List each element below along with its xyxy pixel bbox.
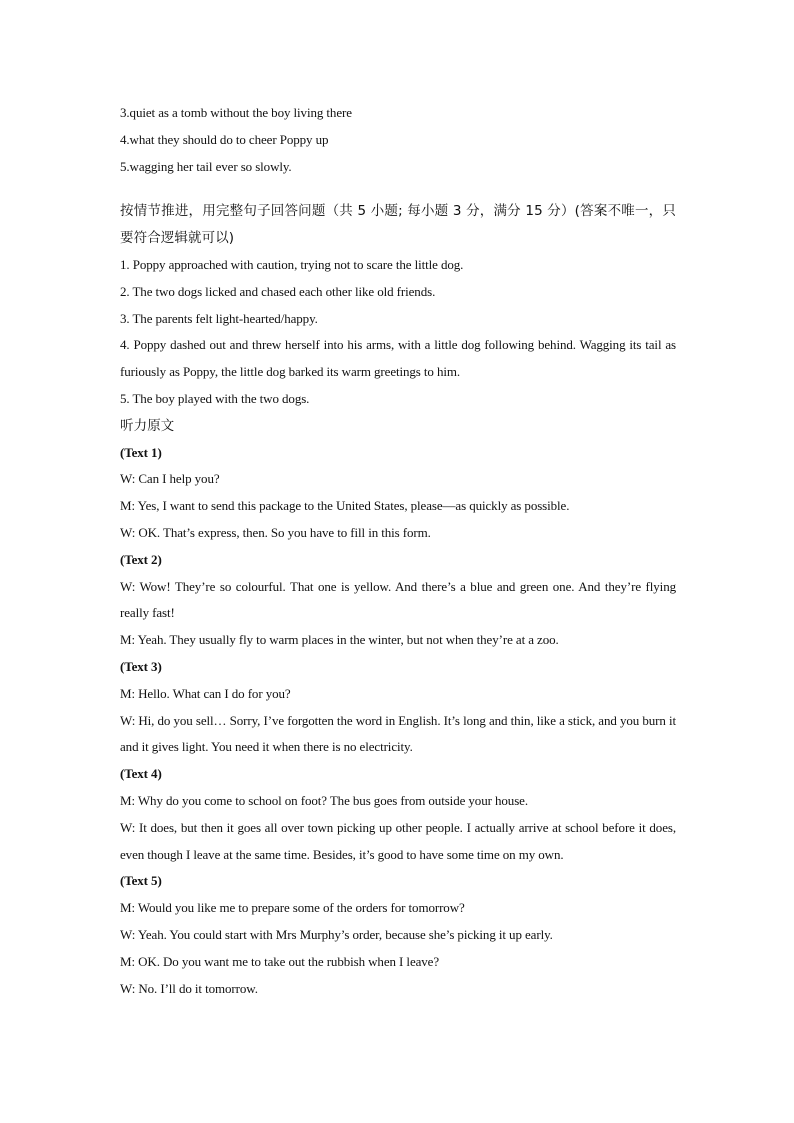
- dialogue-line: M: OK. Do you want me to take out the rubbish when I leave?: [120, 953, 440, 969]
- part1-item-3: 3.quiet as a tomb without the boy living there: [120, 105, 352, 120]
- part2-answer-5: 5. The boy played with the two dogs.: [120, 390, 310, 406]
- text-2-block: [120, 547, 676, 654]
- dialogue-line: W: Hi, do you sell… Sorry, I’ve forgotten the word in English. It’s long and thin, like a stick, and you burn it and it gives light. You need it when there is no electricity.: [120, 712, 676, 755]
- section-gap: [120, 180, 676, 198]
- part1-answer-list: [120, 100, 676, 180]
- text-5-label: (Text 5): [120, 873, 162, 889]
- dialogue-line: W: Wow! They’re so colourful. That one is yellow. And there’s a blue and green one. And they’re flying really fast!: [120, 578, 676, 621]
- part2-answer-4: 4. Poppy dashed out and threw herself into his arms, with a little dog following behind. Wagging its tail as furiously as Poppy, the little dog barked its warm greetings to him.: [120, 337, 676, 380]
- dialogue-line: M: Why do you come to school on foot? The bus goes from outside your house.: [120, 792, 528, 808]
- part2-answer-3: 3. The parents felt light-hearted/happy.: [120, 310, 318, 326]
- dialogue-line: M: Yeah. They usually fly to warm places in the winter, but not when they’re at a zoo.: [120, 632, 559, 648]
- part2-answer-2: 2. The two dogs licked and chased each other like old friends.: [120, 283, 436, 299]
- part2-answer-1: 1. Poppy approached with caution, trying not to scare the little dog.: [120, 256, 464, 272]
- text-4-block: [120, 761, 676, 868]
- text-3-block: [120, 654, 676, 761]
- text-4-label: (Text 4): [120, 766, 162, 782]
- dialogue-line: W: OK. That’s express, then. So you have to fill in this form.: [120, 524, 431, 540]
- dialogue-line: W: It does, but then it goes all over town picking up other people. I actually arrive at school before it does, even though I leave at the same time. Besides, it’s good to have some time on my own.: [120, 819, 676, 862]
- text-5-block: [120, 868, 676, 1002]
- dialogue-line: M: Yes, I want to send this package to the United States, please—as quickly as possible.: [120, 498, 570, 514]
- dialogue-line: W: Can I help you?: [120, 471, 220, 487]
- part1-item-5: 5.wagging her tail ever so slowly.: [120, 158, 292, 174]
- dialogue-line: W: No. I’ll do it tomorrow.: [120, 980, 258, 996]
- part1-item-4: 4.what they should do to cheer Poppy up: [120, 131, 329, 147]
- text-2-label: (Text 2): [120, 551, 162, 567]
- text-1-label: (Text 1): [120, 444, 162, 460]
- listening-section: [120, 413, 676, 1003]
- part2-section: [120, 198, 676, 412]
- text-3-label: (Text 3): [120, 658, 162, 674]
- listening-heading: 听力原文: [120, 417, 175, 434]
- part2-heading: 按情节推进，用完整句子回答问题（共 5 小题; 每小题 3 分，满分 15 分）(答案不唯一，只要符合逻辑就可以): [120, 203, 676, 247]
- dialogue-line: W: Yeah. You could start with Mrs Murphy’s order, because she’s picking it up early.: [120, 926, 553, 942]
- dialogue-line: M: Hello. What can I do for you?: [120, 685, 291, 701]
- text-1-block: [120, 440, 676, 547]
- document-page: [120, 100, 676, 1002]
- dialogue-line: M: Would you like me to prepare some of the orders for tomorrow?: [120, 900, 465, 916]
